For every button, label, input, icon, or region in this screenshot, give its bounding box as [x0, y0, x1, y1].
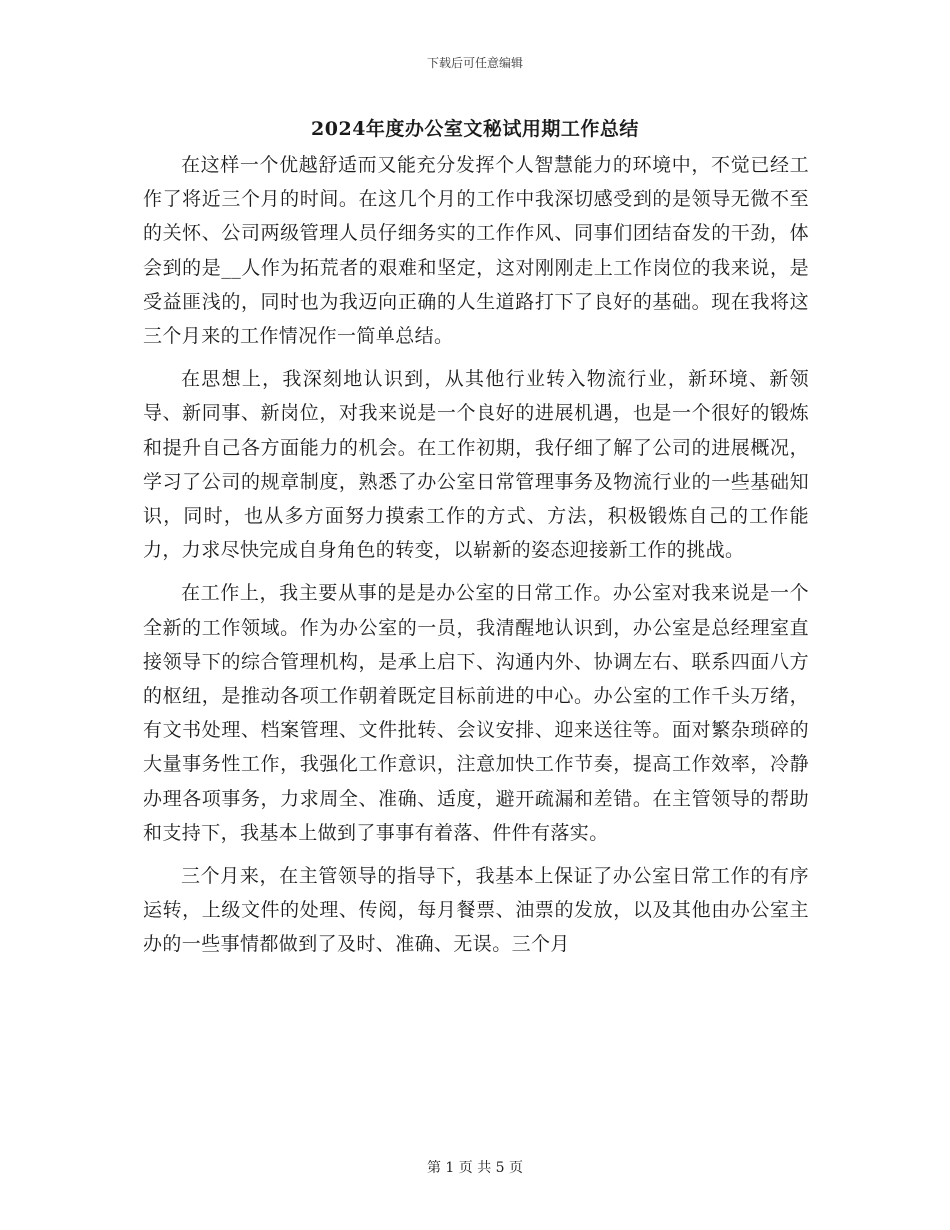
- page-indicator: 第 1 页 共 5 页: [426, 1160, 524, 1176]
- document-body: [143, 148, 809, 962]
- paragraph: 三个月来，在主管领导的指导下，我基本上保证了办公室日常工作的有序运转，上级文件的处理、传阅，每月餐票、油票的发放，以及其他由办公室主办的一些事情都做到了及时、准确、无误。三个月: [143, 865, 809, 956]
- paragraph: 在工作上，我主要从事的是是办公室的日常工作。办公室对我来说是一个全新的工作领域。作为办公室的一员，我清醒地认识到，办公室是总经理室直接领导下的综合管理机构，是承上启下、沟通内外、协调左右、联系四面八方的枢纽，是推动各项工作朝着既定目标前进的中心。办公室的工作千头万绪，有文书处理、档案管理、文件批转、会议安排、迎来送往等。面对繁杂琐碎的大量事务性工作，我强化工作意识，注意加快工作节奏，提高工作效率，冷静办理各项事务，力求周全、准确、适度，避开疏漏和差错。在主管领导的帮助和支持下，我基本上做到了事事有着落、件件有落实。: [143, 582, 809, 844]
- paragraph: 在思想上，我深刻地认识到，从其他行业转入物流行业，新环境、新领导、新同事、新岗位，对我来说是一个良好的进展机遇，也是一个很好的锻炼和提升自己各方面能力的机会。在工作初期，我仔细了解了公司的进展概况，学习了公司的规章制度，熟悉了办公室日常管理事务及物流行业的一些基础知识，同时，也从多方面努力摸索工作的方式、方法，积极锻炼自己的工作能力，力求尽快完成自身角色的转变，以崭新的姿态迎接新工作的挑战。: [143, 368, 809, 562]
- header-note: 下载后可任意编辑: [426, 56, 523, 70]
- paragraph: 在这样一个优越舒适而又能充分发挥个人智慧能力的环境中，不觉已经工作了将近三个月的时间。在这几个月的工作中我深切感受到的是领导无微不至的关怀、公司两级管理人员仔细务实的工作作风、同事们团结奋发的干劲，体会到的是__人作为拓荒者的艰难和坚定，这对刚刚走上工作岗位的我来说，是受益匪浅的，同时也为我迈向正确的人生道路打下了良好的基础。现在我将这三个月来的工作情况作一简单总结。: [143, 154, 809, 348]
- document-title: 2024年度办公室文秘试用期工作总结: [311, 118, 639, 140]
